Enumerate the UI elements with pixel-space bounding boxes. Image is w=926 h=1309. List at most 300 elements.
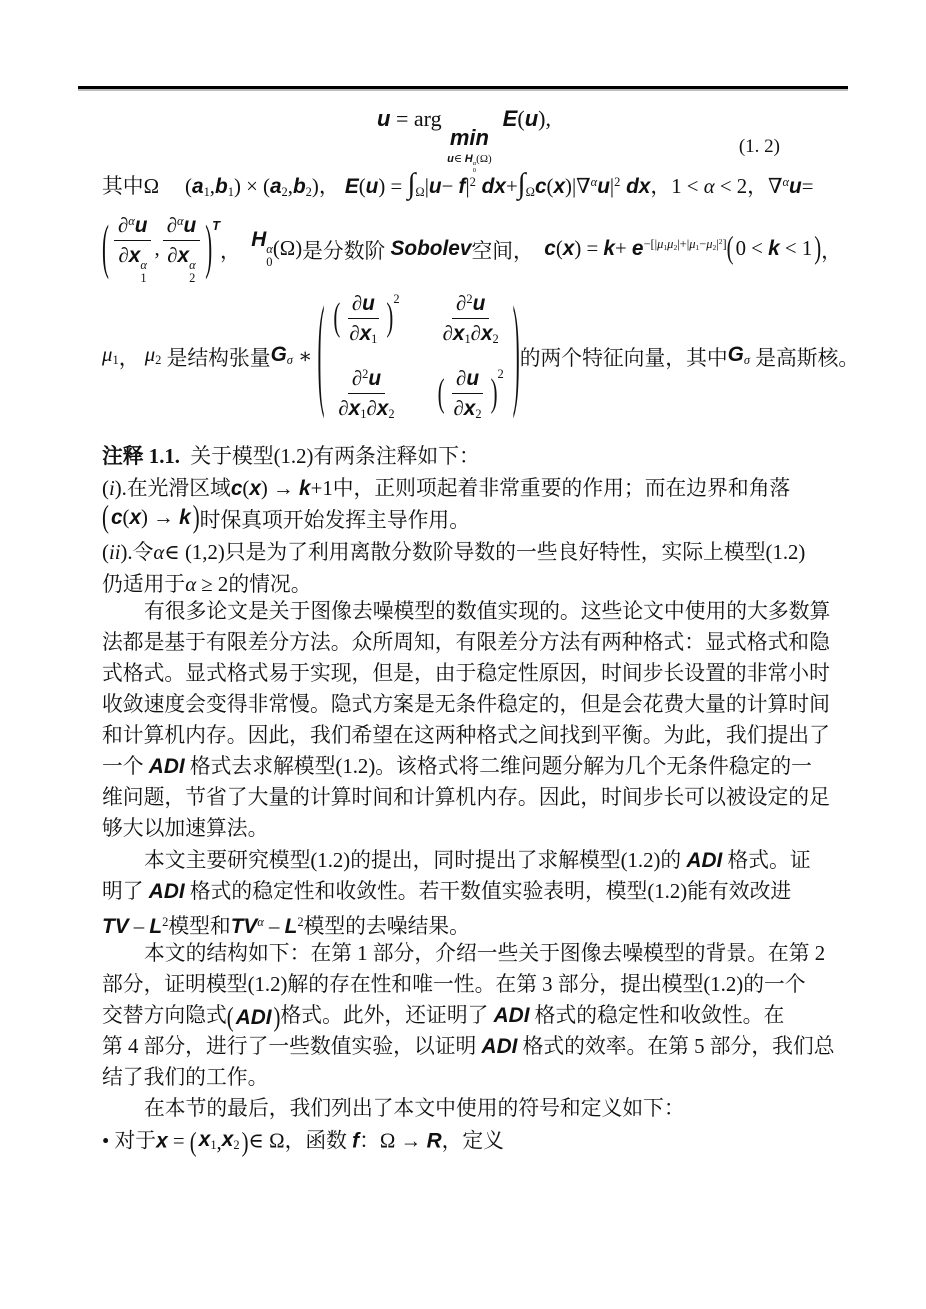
mn-span: 2 [297,915,304,929]
mn-span: 2 [492,331,499,346]
ss-span [189,259,196,285]
mn-span: , [209,174,215,198]
fch-span: ) [490,370,498,415]
mn-span: 1 [360,407,367,422]
mn-span: ( [122,506,130,529]
mi-span: dx [475,174,506,198]
z-span: 格式。证 [722,849,811,872]
mi-span: E [502,106,518,131]
para2-line-3 [102,907,470,942]
mn-span: ] [722,237,727,252]
mn-span: 2 [718,237,723,247]
gk-span: μ [667,237,674,252]
mn-span: = [801,174,814,198]
mn-span: ) → [141,506,180,529]
para1-line-6 [102,751,812,782]
fn-span [348,290,379,319]
fgrp-span [227,1002,281,1033]
grp-span [657,237,667,251]
z-span: 的情况。 [228,573,312,596]
mi-span: x [221,1128,234,1151]
mn-span: 0 [472,167,476,175]
mn-span: ( [102,477,109,500]
grp-span [167,214,184,237]
fbody-span [197,1124,242,1161]
mi-span: a [269,174,282,198]
mn-span: 1 < [671,174,704,198]
fch-span: ( [102,214,109,281]
mn-span: 2 [305,184,312,199]
z-span: ， [821,240,842,263]
sit-span: i [108,477,115,500]
mi-span: u [428,174,442,198]
mi-span: TV [102,914,129,938]
z-span: 法都是基于有限差分方法。众所周知，有限差分方法有两种格式：显式格式和隐 [102,631,830,654]
mn-span: 2 [497,367,504,382]
z-span: ， [650,174,672,198]
fn-span [114,212,152,241]
para1-line-1 [102,596,830,627]
mn-span: 2 [162,915,169,929]
fch-span: ) [273,1002,281,1033]
z-span: 式格式。显式格式易于实现，但是，由于稳定性原因，时间步长设置的非常小时 [102,662,830,685]
gk-span: α [257,915,264,929]
para4-line-1 [102,1093,685,1124]
bullet-line [102,1124,504,1161]
z-span: ， [220,240,252,263]
z-span: 结了我们的工作。 [102,1066,269,1089]
mi-span: ADI [148,880,185,903]
z-span: 格式去求解模型(1.2)。该格式将二维问题分解为几个无条件稳定的一 [184,755,812,778]
fch-span: ) [241,1127,249,1158]
fd-span [450,394,486,422]
mn-span: ∂ [470,321,481,345]
mn-span: 2 [466,291,473,306]
gk-span: α [703,174,715,198]
mn-span: ) = [574,237,604,260]
gk-span: μ [144,343,156,367]
z-span: 第 4 部分，进行了一些数值实验，以证明 [102,1035,482,1058]
mn-span: ∫ [517,167,526,200]
gk-span: α [176,214,184,229]
fd-span [345,319,381,347]
z-span: ， [118,347,145,370]
grp-span [517,167,535,200]
mn-span: 2 [233,1138,240,1153]
mi-span: u [365,174,379,198]
fbody-span [109,212,205,285]
mn-span: ∂ [349,321,360,345]
z-span: ，定义 [441,1129,504,1153]
mn-span: < 2 [714,174,748,198]
ssd-span [266,256,272,269]
mi-span: TV [230,914,258,938]
mi-span: k [603,237,615,260]
fn-span [452,365,483,394]
z-span: 维问题，节省了大量的计算时间和计算机内存。因此，时间步长可以被设定的足 [102,786,830,809]
fch-span: ) [512,284,520,422]
mi-span: G [727,343,744,367]
mi-span: x [198,1128,211,1151]
para1-line-4 [102,689,830,720]
fgrp-span [102,500,200,535]
mn-span: ∂ [166,214,177,238]
mi-span: u [377,106,391,131]
grp-span [145,343,162,368]
mcell-span [436,290,506,347]
mi-span: x [249,477,261,500]
mi-span: L [284,914,298,938]
gk-span: α [140,258,147,273]
fbody-span [109,506,193,530]
para2-line-1 [102,845,811,876]
fn-span [452,290,489,319]
mn-span: 2 [614,175,621,189]
fbody-span [234,1002,274,1033]
mn-span: ∂ [338,397,349,421]
grp-span [215,175,234,198]
fbody-span [324,290,512,423]
zb-span: 注释 1.1. [102,445,180,468]
z-span: 是高斯核。 [750,347,860,370]
fgrp-span [438,365,498,422]
z-span: 够大以加速算法。 [102,817,269,840]
mn-span: ). [120,541,133,564]
mi-span: u [466,367,480,390]
mi-span: u [183,214,197,238]
frac-span [163,212,201,285]
mn-span: 1 [695,243,700,252]
mn-span: , [154,236,160,260]
mi-span: c [110,506,123,529]
mn-span: ∂ [366,397,377,421]
mi-span: x [463,397,476,421]
z-span: ，函数 [284,1129,353,1153]
z-span: ：Ω [359,1129,396,1153]
mn-span: + [614,237,632,260]
grp-span [349,397,367,420]
sub-span [493,332,499,346]
mn-span: 2 [475,407,482,422]
mi-span: x [129,506,142,529]
mi-span: ADI [493,1004,530,1027]
mn-span: | [609,174,615,198]
mi-span: ADI [686,849,723,872]
para1-line-8 [102,813,268,844]
mn-span: 2 [362,367,369,382]
grp-span [293,175,312,198]
ub-span [449,124,489,150]
mi-span: x [348,397,361,421]
mn-span: ∂ [351,367,363,390]
para1-line-5 [102,720,830,751]
gk-span: α [266,242,273,257]
mn-span: ( [358,174,366,198]
mn-span: 2 [155,353,162,368]
z-span: 模型和 [168,914,231,938]
para1-line-7 [102,782,830,813]
remark-i-2 [102,499,470,537]
mn-span: 1 [140,271,147,286]
mi-span: f [458,174,466,198]
grp-span [270,175,288,198]
gk-span: α [189,258,196,273]
mi-span: min [449,124,489,150]
para2-line-2 [102,876,791,907]
tensor-line [102,284,860,424]
z-span: ， [318,174,345,198]
mn-span: | [465,174,470,198]
mi-span: f [352,1129,360,1153]
z-span: 明了 [102,880,149,903]
mn-span: → [395,1129,427,1153]
frac-span [450,365,486,422]
grp-span [271,343,293,368]
sub-span [371,332,377,346]
z-span: 其中 [102,174,144,198]
equation-1-2 [102,106,826,175]
mn-span: ) [311,174,319,198]
mcell-span [438,365,504,422]
mn-span: (Ω) [272,237,303,260]
grp-span [333,291,400,346]
z-span: 收敛速度会变得非常慢。隐式方案是无条件稳定的，但是会花费大量的计算时间 [102,693,830,716]
mn-span: Ω [415,184,425,199]
fgrp-span [102,212,212,285]
mn-span: ∈ [453,152,465,165]
grp-span [453,322,471,345]
mi-span: u [368,367,382,390]
grp-span [667,237,677,251]
mn-span: ( [185,174,192,198]
fch-span: ) [205,214,213,281]
mn-span: 1 [227,184,234,199]
mn-span: ( [102,541,109,564]
fd-span [439,319,503,347]
grp-span [149,915,168,938]
z-span: 本文主要研究模型(1.2)的提出，同时提出了求解模型(1.2)的 [144,849,687,872]
grp-span [572,175,597,198]
sub-span [526,185,535,199]
mn-span: (Ω) [476,152,492,165]
mn-span: ∂ [442,321,453,345]
mn-span: | [424,174,429,198]
gk-span: α [782,175,790,189]
mn-span: ∫ [407,167,416,200]
grp-span [251,228,273,269]
frac-span [345,290,381,347]
mn-span: ∂ [167,244,178,268]
frac-span [439,290,503,347]
fn-span [348,365,385,394]
z-span: 交替方向隐式 [102,1004,227,1027]
fch-span: ) [814,231,822,266]
mn-span: ∂ [117,214,129,238]
z-span: 中，正则项起着非常重要的作用；而在边界和角落 [332,477,791,500]
grp-span [706,237,716,251]
mi-span: x [553,174,566,198]
where-line [102,167,814,208]
mn-span: − [699,237,707,252]
grp-span [377,397,395,420]
mi-span: ADI [235,1005,272,1029]
mn-span: +1 [310,477,333,500]
fn-span [163,212,201,241]
mn-span: , [287,174,293,198]
mn-span: < 1 [779,237,813,260]
gk-span: α [590,175,598,189]
mn-span: ( [242,477,250,500]
mn-span: ∂ [453,397,464,421]
mi-span: x [359,321,372,345]
fbody-span [340,290,386,347]
mi-span: H [251,228,267,252]
mn-span: 2 [712,243,717,252]
fch-span: ( [437,370,445,415]
frac-span [114,212,152,285]
para3-line-2 [102,969,806,1000]
para1-line-2 [102,627,830,658]
grp-span [437,367,504,422]
z-span: 本文的结构如下：在第 1 部分，介绍一些关于图像去噪模型的背景。在第 2 [144,942,826,965]
mn-span: 2 [281,184,288,199]
mn-span: Ω [143,174,186,198]
grp-span [456,292,473,315]
mn-span: ( [555,237,563,260]
mn-span: ∂ [118,244,129,268]
mn-span: ∇ [767,174,783,198]
mn-span: ) = [378,174,408,198]
z-span: 是结构张量 [161,347,271,370]
gk-span: μ [689,237,696,252]
z-span: 空间， [471,240,545,263]
mi-span: ADI [148,755,185,778]
mn-span: , [216,1131,222,1155]
grp-span [118,214,135,237]
fch-span: ( [189,1127,197,1158]
gk-span: α [185,573,197,596]
mi-span: x [480,321,493,345]
grp-span [768,175,789,198]
gk-span: α [153,541,165,564]
grp-span [360,322,378,345]
grp-span [352,367,369,390]
mn-span: ( [517,106,525,131]
mi-span: x [177,244,190,268]
z-span: 令 [132,541,154,564]
grp-span [689,237,699,251]
mi-span: x [156,1129,168,1153]
mi-span: dx [620,174,651,198]
mi-span: u [472,291,486,315]
gk-span: α [472,160,477,168]
para3-line-3 [102,1000,784,1033]
remark-title [102,441,480,472]
mn-span: 2 [673,243,678,252]
mi-span: e [631,237,644,260]
mn-span: ). [114,477,127,500]
z-span: 格式的稳定性和收敛性。在 [529,1004,785,1027]
mn-span: 2 [189,271,196,286]
mn-span: − [441,174,459,198]
mn-span: ∗ [292,344,318,368]
ssd-span [189,272,195,285]
mi-span: u [789,174,802,198]
grp-span [102,343,119,368]
z-span: 在光滑区域 [126,477,231,500]
z-span: 部分，证明模型(1.2)解的存在性和唯一性。在第 3 部分，提出模型(1.2)的一个 [102,973,806,996]
z-span: 一个 [102,755,149,778]
z-span: 格式。此外，还证明了 [280,1004,494,1027]
grp-span [285,915,304,938]
mi-span: G [270,343,287,367]
mn-span: 0 < [735,237,769,260]
grp-span [231,915,264,938]
mcell-span [331,365,401,422]
grp-span [481,322,499,345]
sub-span [233,1138,239,1152]
mi-span: c [534,174,547,198]
mn-span: = arg [390,106,448,131]
sub-span [388,407,394,421]
z-span: 仍适用于 [102,573,186,596]
mn-span: ∂ [456,367,467,390]
grp-span [222,1124,240,1161]
sub-span [415,185,424,199]
mi-span: x [128,244,141,268]
fd-span [163,241,199,285]
mi-span: b [292,174,306,198]
gk-span: μ [102,343,113,367]
sit-span: ii [108,541,121,564]
mn-span [492,106,503,131]
z-span: 格式的效率。在第 5 部分，我们总 [517,1035,835,1058]
mn-span: 2 [388,407,395,422]
z-span: 是分数阶 [302,240,391,263]
mn-span: ) × ( [233,174,270,198]
fgrp-span [726,231,822,266]
mn-span: Ω [525,184,535,199]
mn-span: 0 [266,255,273,270]
mn-span: |+| [677,237,690,252]
fd-span [115,241,151,285]
mi-span: x [376,397,389,421]
mi-span: u [134,214,148,238]
mi-span: u [447,152,454,165]
mn-span: 2 [469,175,476,189]
mi-span: H [464,152,473,165]
mn-span: + [505,174,518,198]
mi-span: T [212,218,221,233]
mi-span: x [562,237,575,260]
fch-span: ( [333,295,341,340]
mn-span: ( [546,174,554,198]
mn-span: 2 [393,292,400,307]
sup-span [393,292,399,306]
grp-span [464,397,482,420]
z-span: 有很多论文是关于图像去噪模型的数值实现的。这些论文中使用的大多数算 [144,600,831,623]
z-span: 的两个特征向量，其中 [519,347,728,370]
fgrp-span [317,284,520,423]
mcell-span [333,290,399,347]
mi-span: a [191,174,204,198]
mn-span: 1 [464,331,471,346]
fch-span: ( [317,284,325,422]
mi-span: b [215,174,228,198]
fch-span: ) [386,295,394,340]
equation-number: (1. 2) [738,136,780,157]
ssd-span [140,272,146,285]
